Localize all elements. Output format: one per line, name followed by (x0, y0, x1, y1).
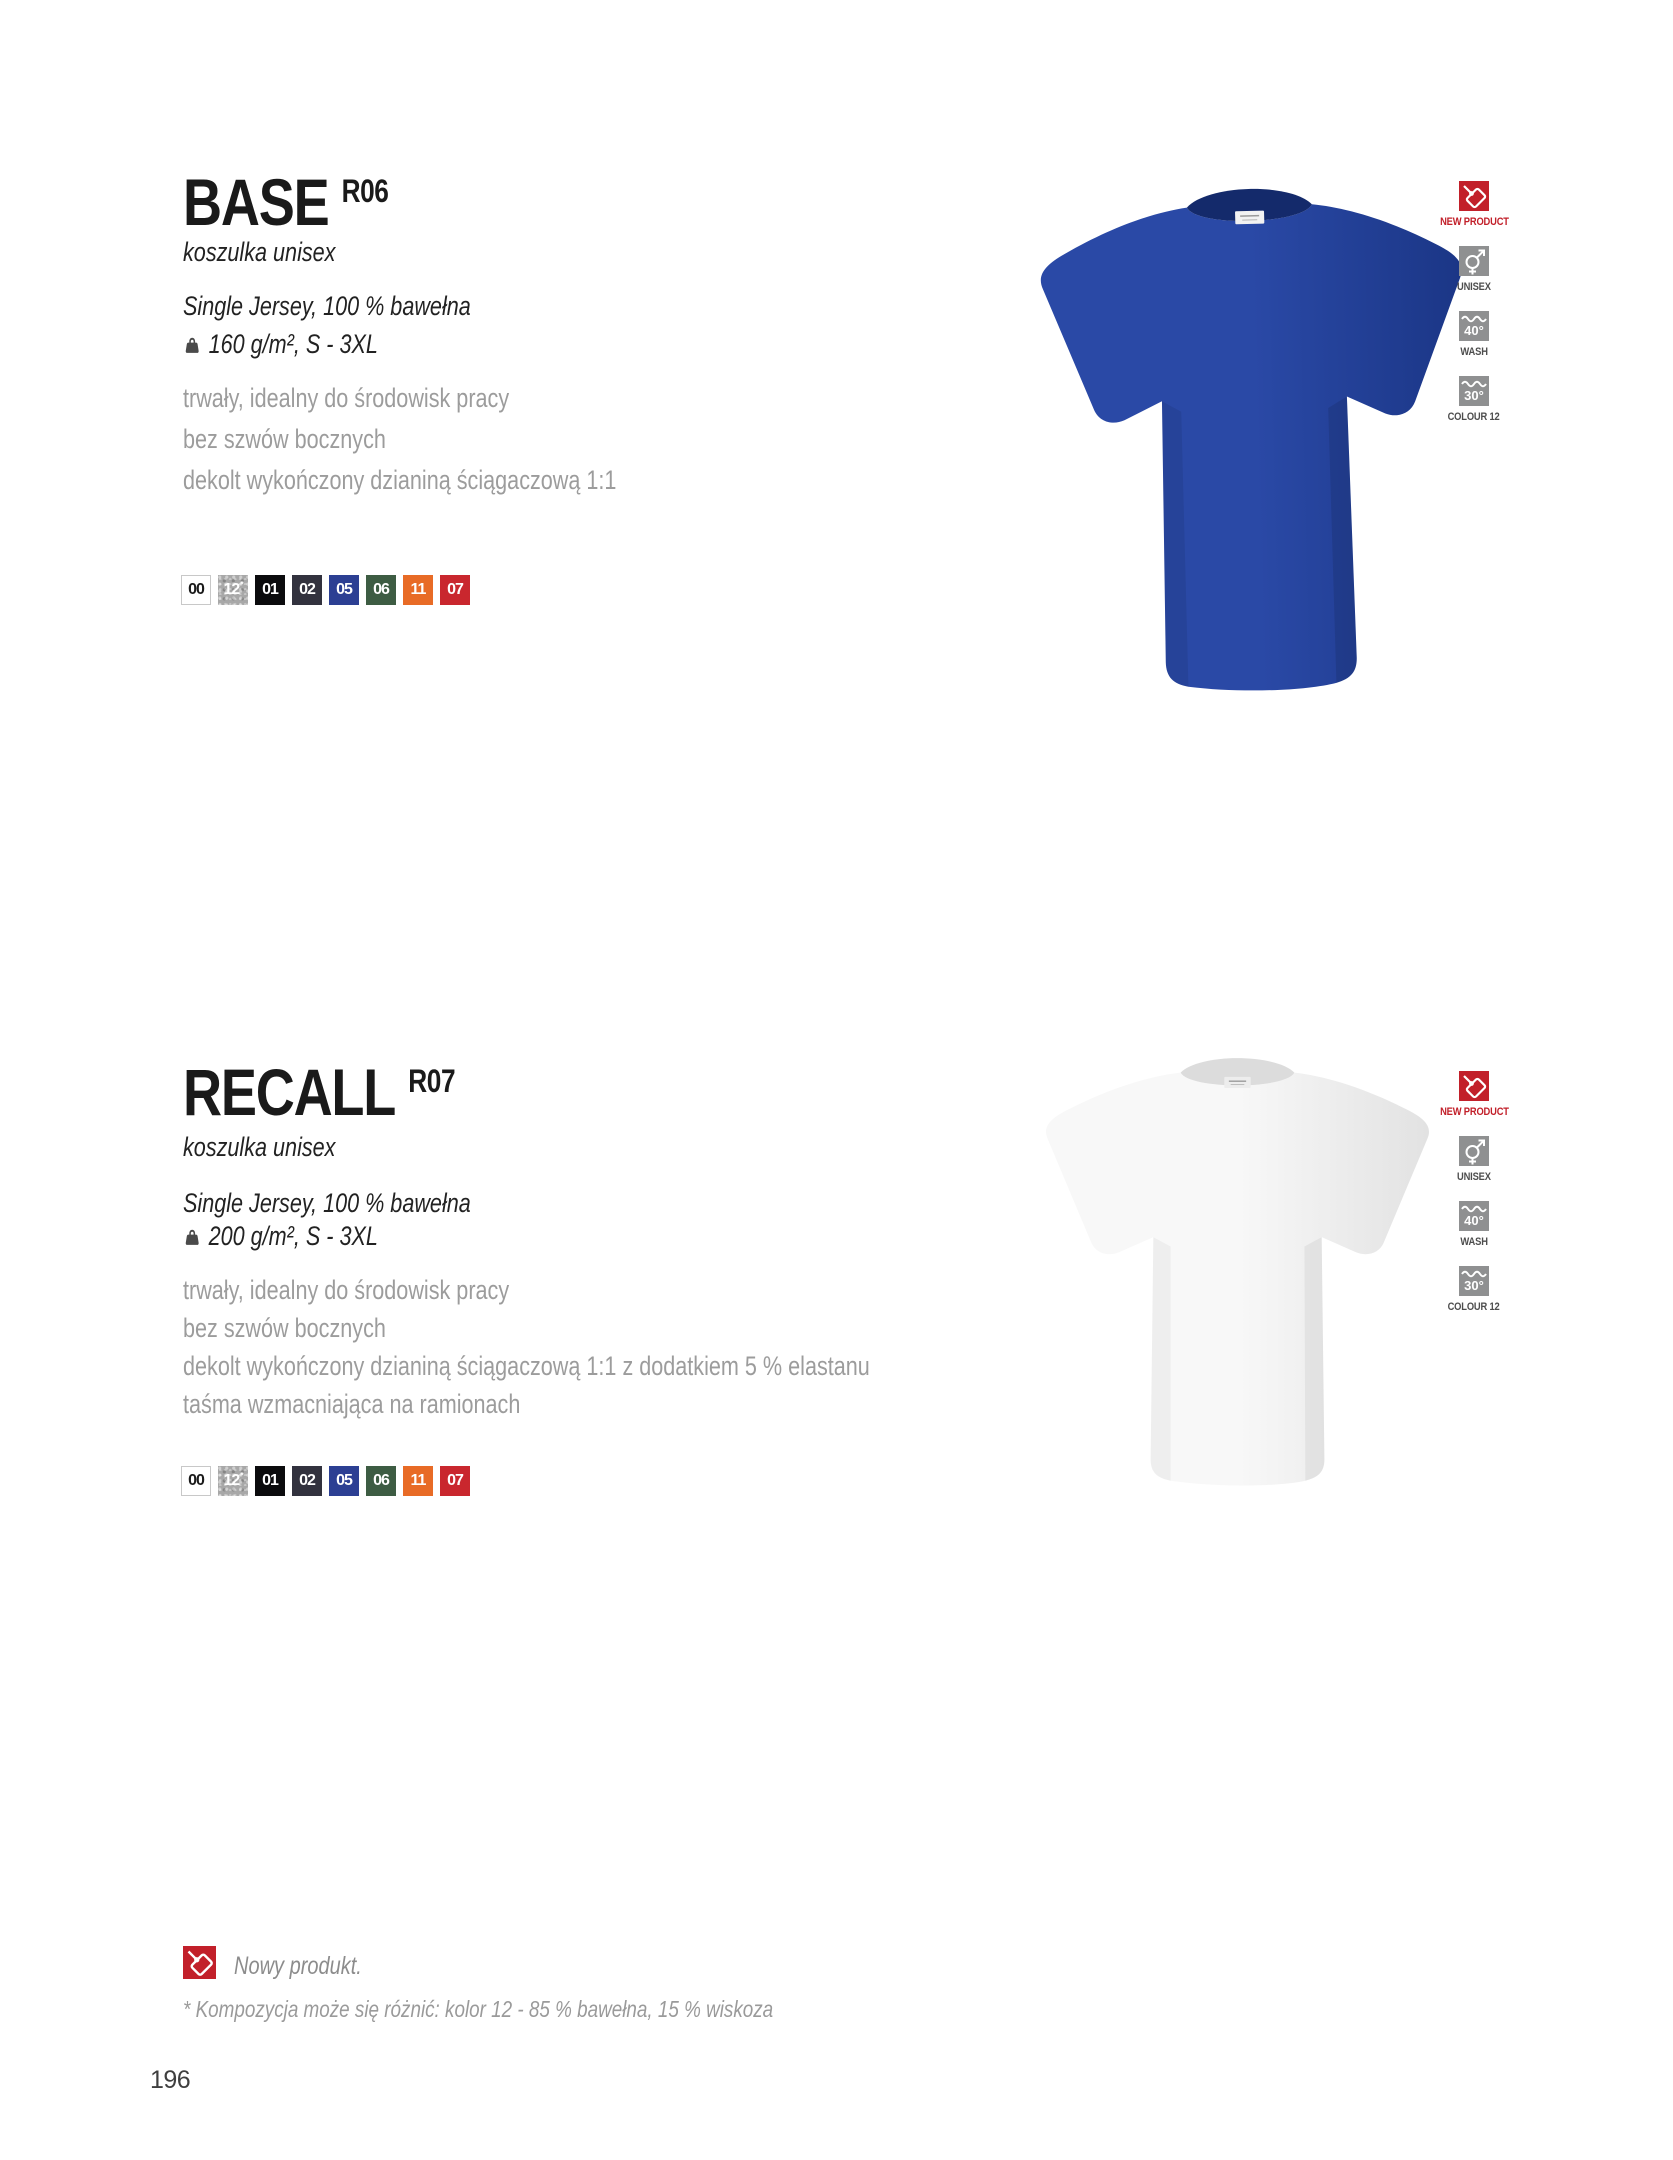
color-swatch-11: 11 (403, 575, 433, 605)
svg-text:30°: 30° (1464, 1278, 1484, 1293)
badge-new-product (1434, 1071, 1515, 1118)
color-swatch-02: 02 (292, 1466, 322, 1496)
product-name: BASE (183, 165, 329, 239)
badge-colour (1443, 1266, 1504, 1313)
badge-label: UNISEX (1457, 281, 1491, 293)
description-line: bez szwów bocznych (183, 424, 386, 454)
color-swatch-07: 07 (440, 575, 470, 605)
badge-new-product (1434, 181, 1515, 228)
product-code: R06 (341, 173, 389, 209)
product-weight-row (183, 329, 378, 360)
description-line: taśma wzmacniająca na ramionach (183, 1389, 521, 1419)
product-subtitle: koszulka unisex (183, 1132, 336, 1162)
color-swatch-05: 05 (329, 1466, 359, 1496)
color-swatch-00: 00 (181, 575, 211, 605)
product-photo-white-tshirt (1005, 1042, 1460, 1502)
product-name: RECALL (183, 1055, 396, 1129)
product-weight-row (183, 1221, 378, 1252)
product-description (183, 378, 616, 501)
unisex-icon (1459, 1136, 1489, 1166)
neck-label (1224, 1077, 1250, 1088)
product-badges (1406, 1071, 1542, 1313)
badge-label: NEW PRODUCT (1439, 216, 1509, 228)
color-swatch-02: 02 (292, 575, 322, 605)
badge-label: WASH (1460, 346, 1488, 358)
weight-icon (183, 1225, 201, 1248)
description-line: bez szwów bocznych (183, 1313, 386, 1343)
badge-wash (1458, 1201, 1490, 1248)
badge-label: COLOUR 12 (1448, 411, 1500, 423)
color-swatch-06: 06 (366, 575, 396, 605)
badge-label: UNISEX (1457, 1171, 1491, 1183)
description-line: trwały, idealny do środowisk pracy (183, 383, 510, 413)
wash-40-icon (1459, 311, 1489, 341)
badge-label: WASH (1460, 1236, 1488, 1248)
page-number: 196 (150, 2066, 191, 2094)
color-swatch-11: 11 (403, 1466, 433, 1496)
badge-label: COLOUR 12 (1448, 1301, 1500, 1313)
product-title-row (183, 165, 389, 239)
colour-30-icon (1459, 376, 1489, 406)
new-product-tag-icon (1459, 1071, 1489, 1101)
product-badges (1406, 181, 1542, 423)
product-weight-sizes: 160 g/m², S - 3XL (208, 329, 378, 359)
color-swatch-01: 01 (255, 575, 285, 605)
new-product-tag-icon (1459, 181, 1489, 211)
description-line: trwały, idealny do środowisk pracy (183, 1275, 510, 1305)
product-fabric: Single Jersey, 100 % bawełna (183, 291, 471, 321)
product-fabric: Single Jersey, 100 % bawełna (183, 1188, 471, 1218)
unisex-icon (1459, 246, 1489, 276)
svg-text:40°: 40° (1464, 1213, 1484, 1228)
color-swatch-07: 07 (440, 1466, 470, 1496)
product-title-row (183, 1055, 456, 1129)
color-swatch-row (181, 575, 470, 605)
composition-footnote: * Kompozycja może się różnić: kolor 12 - 85 % bawełna, 15 % wiskoza (183, 1996, 774, 2022)
color-swatch-05: 05 (329, 575, 359, 605)
new-product-tag-icon (183, 1946, 216, 1979)
color-swatch-12: 12 * (218, 1466, 248, 1496)
product-description (183, 1271, 870, 1423)
badge-unisex (1454, 246, 1494, 293)
badge-wash (1458, 311, 1490, 358)
weight-icon (183, 333, 201, 356)
wash-40-icon (1459, 1201, 1489, 1231)
product-code: R07 (408, 1063, 456, 1099)
color-swatch-01: 01 (255, 1466, 285, 1496)
svg-text:30°: 30° (1464, 388, 1484, 403)
color-swatch-06: 06 (366, 1466, 396, 1496)
description-line: dekolt wykończony dzianiną ściągaczową 1:1 z dodatkiem 5 % elastanu (183, 1351, 870, 1381)
description-line: dekolt wykończony dzianiną ściągaczową 1:1 (183, 465, 617, 495)
neck-label (1235, 211, 1264, 225)
badge-label: NEW PRODUCT (1439, 1106, 1509, 1118)
color-swatch-00: 00 (181, 1466, 211, 1496)
product-weight-sizes: 200 g/m², S - 3XL (208, 1221, 378, 1251)
colour-30-icon (1459, 1266, 1489, 1296)
badge-colour (1443, 376, 1504, 423)
product-subtitle: koszulka unisex (183, 237, 336, 267)
svg-text:40°: 40° (1464, 323, 1484, 338)
color-swatch-row (181, 1466, 470, 1496)
badge-unisex (1454, 1136, 1494, 1183)
color-swatch-12: 12 * (218, 575, 248, 605)
new-product-note: Nowy produkt. (234, 1952, 362, 1980)
